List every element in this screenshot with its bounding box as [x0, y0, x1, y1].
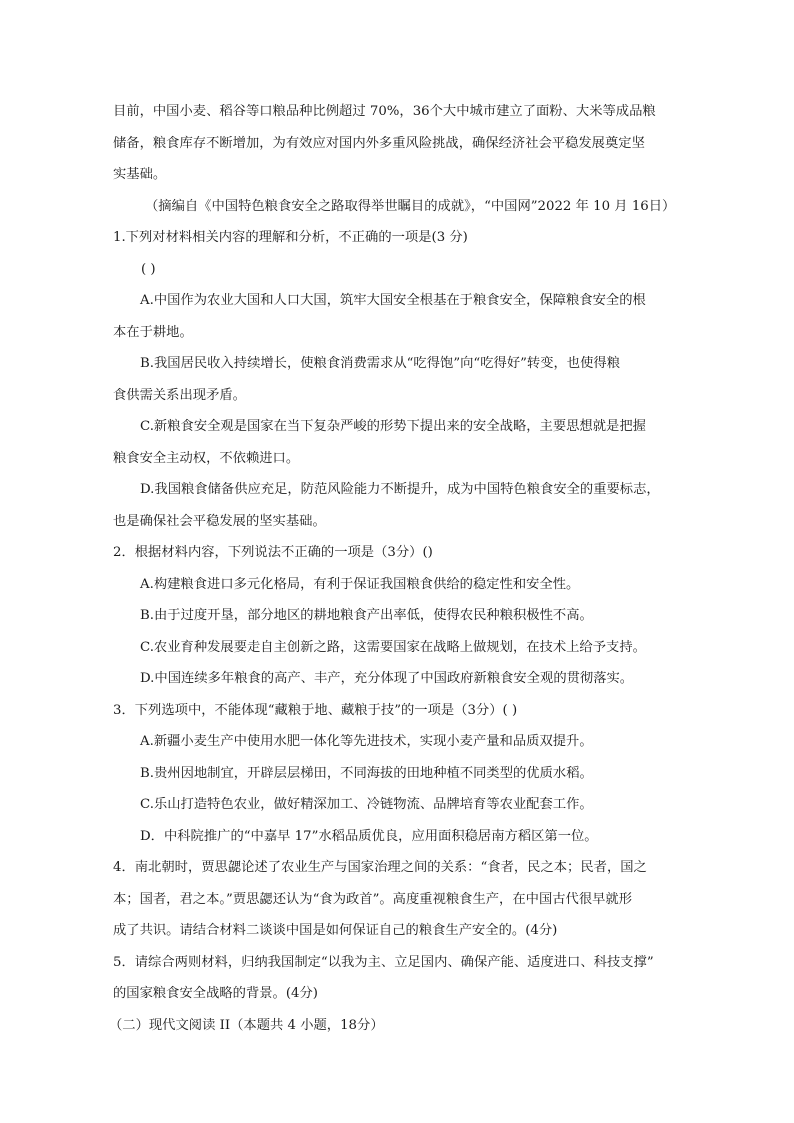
question-1-stem: 1.下列对材料相关内容的理解和分析，不正确的一项是(3 分): [113, 230, 468, 245]
passage-line: 实基础。: [113, 167, 167, 182]
question-1-answer-paren: ( ): [141, 261, 156, 277]
question-1-option-b-cont: 食供需关系出现矛盾。: [113, 387, 246, 403]
passage-line: 储备，粮食库存不断增加，为有效应对国内外多重风险挑战，确保经济社会平稳发展奠定坚: [113, 135, 645, 151]
question-3-option-b: B.贵州因地制宜，开辟层层梯田，不同海拔的田地种植不同类型的优质水稻。: [140, 765, 593, 781]
question-4-stem-cont: 本；国者，君之本。”贾思勰还认为“食为政首”。高度重视粮食生产，在中国古代很早就形: [113, 891, 633, 907]
question-1-option-d-cont: 也是确保社会平稳发展的坚实基础。: [113, 513, 326, 529]
question-3-option-c: C.乐山打造特色农业，做好精深加工、冷链物流、品牌培育等农业配套工作。: [140, 797, 593, 812]
question-2-option-d: D.中国连续多年粮食的高产、丰产，充分体现了中国政府新粮食安全观的贯彻落实。: [140, 671, 634, 686]
question-1-option-c: C.新粮食安全观是国家在当下复杂严峻的形势下提出来的安全战略，主要思想就是把握: [140, 419, 646, 434]
question-1-option-a: A.中国作为农业大国和人口大国，筑牢大国安全根基在于粮食安全，保障粮食安全的根: [140, 293, 646, 308]
question-5-stem: 5．请综合两则材料，归纳我国制定“以我为主、立足国内、确保产能、适度进口、科技支撑”: [113, 954, 654, 970]
question-3-stem: 3．下列选项中，不能体现“藏粮于地、藏粮于技”的一项是（3分）( ): [113, 702, 518, 718]
question-3-option-a: A.新疆小麦生产中使用水肥一体化等先进技术，实现小麦产量和品质双提升。: [140, 734, 593, 749]
question-5-stem-cont: 的国家粮食安全战略的背景。(4分): [113, 986, 318, 1001]
question-1-option-b: B.我国居民收入持续增长，使粮食消费需求从“吃得饱”向“吃得好”转变，也使得粮: [140, 356, 620, 371]
question-2-option-b: B.由于过度开垦，部分地区的耕地粮食产出率低，使得农民种粮积极性不高。: [140, 608, 593, 623]
source-citation: （摘编自《中国特色粮食安全之路取得举世瞩目的成就》，“中国网”2022 年 10 月 16日）: [145, 198, 676, 214]
question-4-stem-cont: 成了共识。请结合材料二谈谈中国是如何保证自己的粮食生产安全的。(4分): [113, 923, 558, 938]
passage-line: 目前，中国小麦、稻谷等口粮品种比例超过 70%，36个大中城市建立了面粉、大米等成品粮: [113, 104, 656, 119]
question-3-option-d: D．中科院推广的“中嘉早 17”水稻品质优良，应用面积稳居南方稻区第一位。: [140, 828, 598, 844]
question-2-stem: 2．根据材料内容，下列说法不正确的一项是（3分）(): [113, 545, 433, 560]
question-2-option-a: A.构建粮食进口多元化格局，有利于保证我国粮食供给的稳定性和安全性。: [140, 576, 580, 592]
question-1-option-d: D.我国粮食储备供应充足，防范风险能力不断提升，成为中国特色粮食安全的重要标志，: [140, 482, 660, 497]
question-4-stem: 4．南北朝时，贾思勰论述了农业生产与国家治理之间的关系：“食者，民之本；民者，国之: [113, 860, 647, 875]
page-content: [109, 96, 681, 1041]
question-1-option-a-cont: 本在于耕地。: [113, 324, 193, 340]
section-heading: （二）现代文阅读 II（本题共 4 小题，18分）: [109, 1017, 384, 1033]
question-2-option-c: C.农业育种发展要走自主创新之路，这需要国家在战略上做规划，在技术上给予支持。: [140, 639, 646, 655]
question-1-option-c-cont: 粮食安全主动权，不依赖进口。: [113, 450, 300, 466]
